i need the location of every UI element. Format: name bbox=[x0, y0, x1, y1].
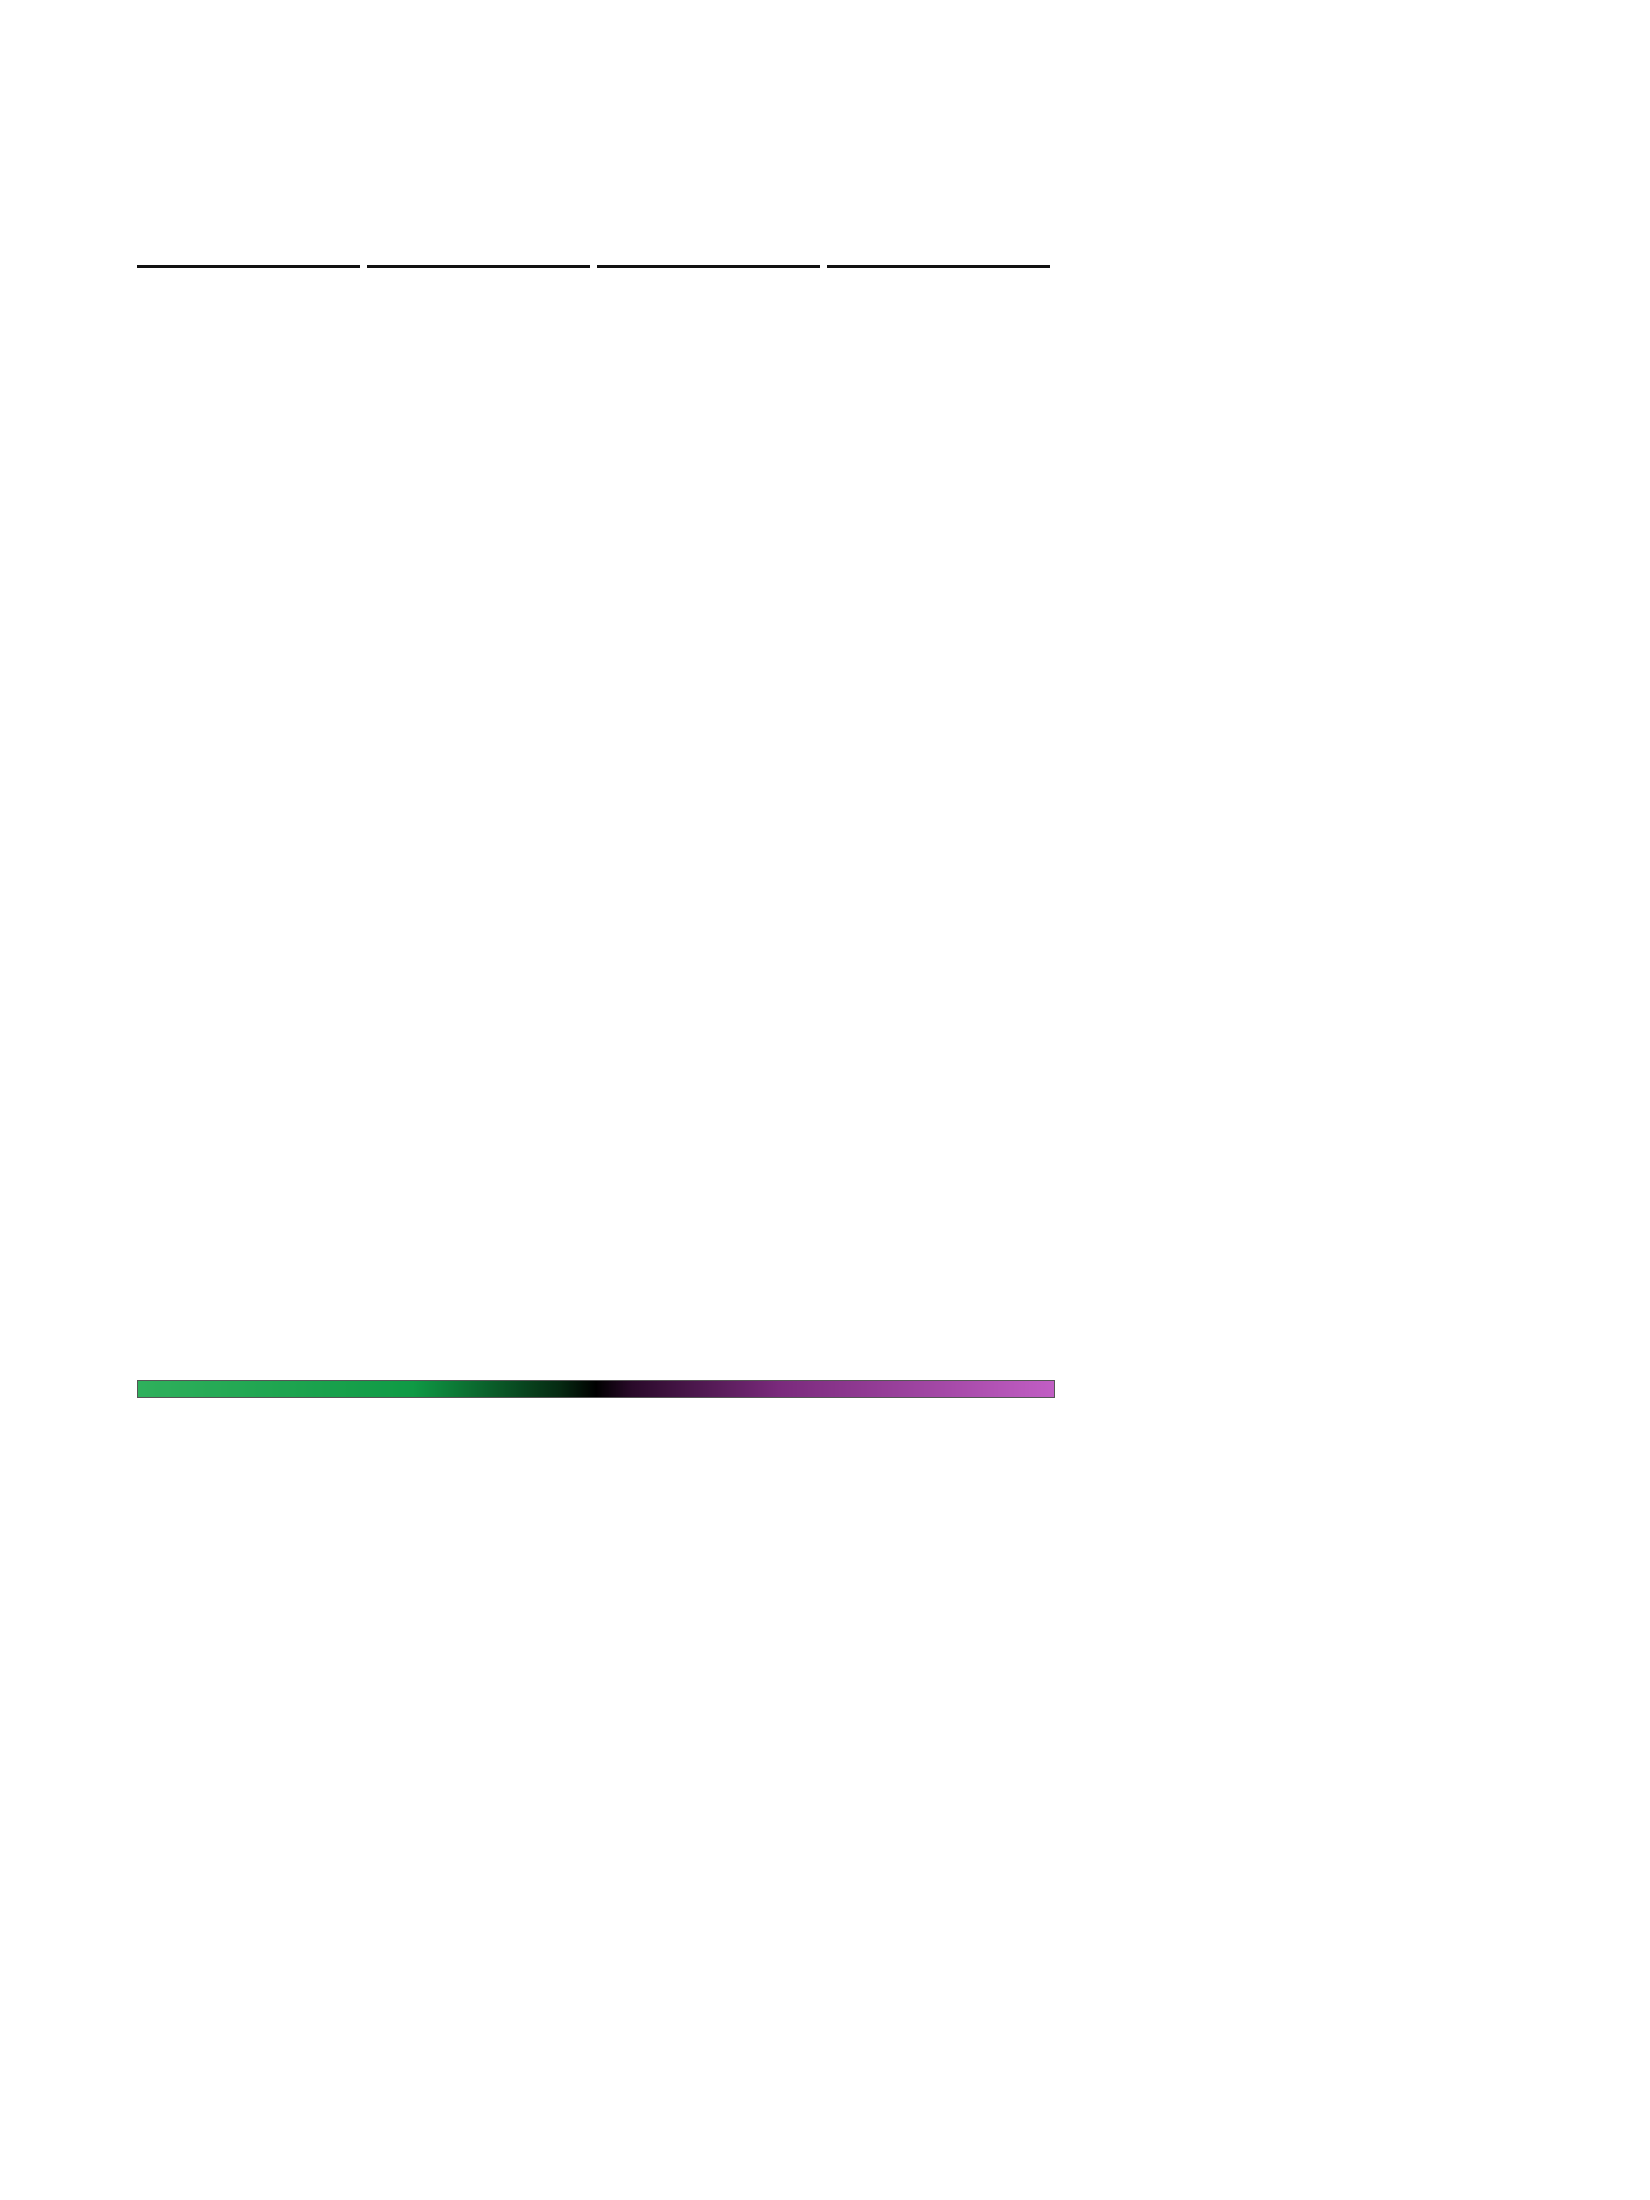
color-scale-bar bbox=[137, 1380, 1055, 1398]
heatmap bbox=[95, 185, 1055, 1425]
heatmap-figure bbox=[95, 185, 1055, 1425]
